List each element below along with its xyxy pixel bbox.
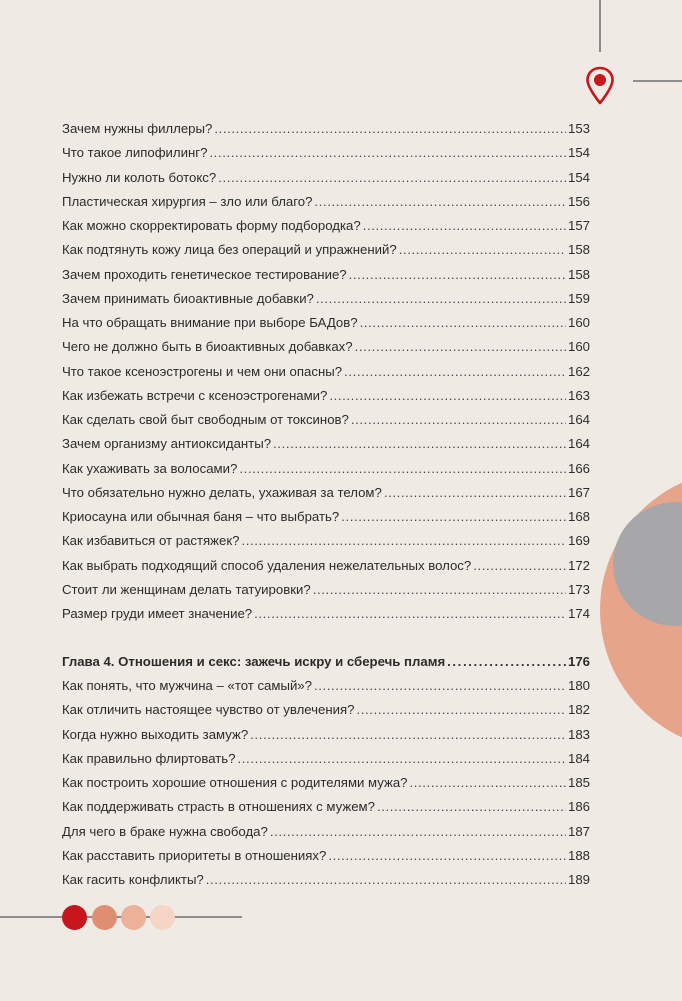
- toc-entry: [62, 267, 590, 283]
- toc-entry-title: Чего не должно быть в биоактивных добавках?: [62, 339, 353, 355]
- toc-entry-title: Как можно скорректировать форму подбородка?: [62, 218, 361, 233]
- toc-entry: [62, 702, 590, 718]
- dot-leader: [351, 412, 566, 428]
- dot-leader: [206, 872, 566, 888]
- toc-entry-title: Стоит ли женщинам делать татуировки?: [62, 581, 311, 597]
- dot-leader: [314, 678, 566, 694]
- toc-entry-page: 164: [567, 412, 590, 427]
- top-vertical-rule: [599, 0, 601, 52]
- toc-entry-page: 183: [567, 726, 590, 742]
- dot-leader: [254, 606, 566, 622]
- toc-entry-page: 185: [567, 775, 590, 790]
- toc-entry-page: 182: [567, 702, 590, 718]
- dot-leader: [241, 533, 566, 549]
- toc-entry: [62, 485, 590, 501]
- toc-entry-title: Что такое ксеноэстрогены и чем они опасны?: [62, 363, 343, 379]
- toc-chapter-heading: [62, 654, 590, 670]
- toc-entry-page: 174: [567, 606, 590, 621]
- toc-entry-title: Когда нужно выходить замуж?: [62, 726, 249, 742]
- toc-entry-title: Как выбрать подходящий способ удаления нежелательных волос?: [62, 557, 472, 573]
- toc-entry: [62, 533, 590, 549]
- toc-entry: [62, 315, 590, 331]
- toc-entry-title: Как сделать свой быт свободным от токсинов?: [62, 412, 349, 427]
- toc-entry: [62, 194, 590, 210]
- toc-entry-title: Как построить хорошие отношения с родителями мужа?: [62, 775, 408, 790]
- toc-entry-title: Криосауна или обычная баня – что выбрать?: [62, 509, 340, 524]
- toc-entry-title: Как избежать встречи с ксеноэстрогенами?: [62, 387, 328, 403]
- toc-entry: [62, 388, 590, 404]
- toc-entry: [62, 606, 590, 622]
- toc-entry-page: 154: [567, 145, 590, 161]
- map-pin-icon: [585, 66, 615, 106]
- toc-entry-title: Размер груди имеет значение?: [62, 606, 253, 621]
- progress-dot-4: [150, 905, 175, 930]
- toc-entry-page: 163: [567, 387, 590, 403]
- toc-entry: [62, 751, 590, 767]
- dot-leader: [363, 218, 566, 234]
- dot-leader: [377, 799, 566, 815]
- dot-leader: [341, 509, 566, 525]
- toc-entry-page: 188: [567, 847, 590, 863]
- toc-entry: [62, 872, 590, 888]
- toc-entry: [62, 558, 590, 574]
- toc-entry-page: 160: [567, 315, 590, 330]
- progress-dot-2: [92, 905, 117, 930]
- toc-entry-page: 166: [567, 460, 590, 476]
- dot-leader: [316, 291, 566, 307]
- toc-entry: [62, 582, 590, 598]
- toc-entry-title: Зачем организму антиоксиданты?: [62, 436, 272, 452]
- dot-leader: [239, 461, 566, 477]
- toc-entry-title: Нужно ли колоть ботокс?: [62, 169, 217, 185]
- toc-entry-page: 189: [567, 872, 590, 887]
- progress-dot-3: [121, 905, 146, 930]
- dot-leader: [314, 194, 566, 210]
- dot-leader: [410, 775, 566, 791]
- toc-entry: [62, 218, 590, 234]
- toc-entry-title: Как поддерживать страсть в отношениях с мужем?: [62, 799, 375, 815]
- dot-leader: [270, 824, 566, 840]
- toc-entry-title: Что обязательно нужно делать, ухаживая за телом?: [62, 484, 382, 500]
- toc-entry-page: 187: [567, 823, 590, 839]
- toc-entry-page: 158: [567, 266, 590, 282]
- toc-entry-title: Как избавиться от растяжек?: [62, 533, 240, 549]
- toc-entry-title: Как подтянуть кожу лица без операций и упражнений?: [62, 242, 397, 258]
- toc-entry-page: 156: [567, 193, 590, 209]
- toc-entry: [62, 291, 590, 307]
- toc-entry-page: 184: [567, 750, 590, 766]
- toc-entry-page: 167: [567, 484, 590, 500]
- toc-entry: [62, 364, 590, 380]
- dot-leader: [238, 751, 566, 767]
- toc-entry-page: 157: [567, 218, 590, 233]
- dot-leader: [344, 364, 566, 380]
- dot-leader: [349, 267, 566, 283]
- toc-entry-title: На что обращать внимание при выборе БАДов?: [62, 315, 358, 330]
- toc-entry-title: Зачем нужны филлеры?: [62, 121, 213, 136]
- toc-entry-page: 176: [567, 654, 590, 669]
- dot-leader: [355, 339, 566, 355]
- toc-entry-page: 180: [567, 678, 590, 693]
- dot-leader: [273, 436, 566, 452]
- toc-entry-title: Для чего в браке нужна свобода?: [62, 823, 268, 839]
- toc-entry-page: 186: [567, 799, 590, 815]
- toc-entry-title: Как правильно флиртовать?: [62, 750, 236, 766]
- dot-leader: [313, 582, 566, 598]
- toc-entry: [62, 170, 590, 186]
- toc-entry: [62, 848, 590, 864]
- toc-entry-page: 173: [567, 581, 590, 597]
- progress-dot-1: [62, 905, 87, 930]
- dot-leader: [218, 170, 566, 186]
- toc-entry: [62, 145, 590, 161]
- toc-entry: [62, 799, 590, 815]
- toc-entry-title: Зачем принимать биоактивные добавки?: [62, 290, 314, 306]
- toc-entry: [62, 242, 590, 258]
- toc-entry-title: Что такое липофилинг?: [62, 145, 208, 161]
- toc-entry: [62, 461, 590, 477]
- toc-entry: [62, 509, 590, 525]
- toc-entry-page: 154: [567, 169, 590, 185]
- toc-entry-page: 153: [567, 121, 590, 136]
- dot-leader: [399, 242, 566, 258]
- decorative-circles: [596, 470, 682, 750]
- toc-entry-title: Как гасить конфликты?: [62, 872, 204, 887]
- toc-entry-page: 164: [567, 436, 590, 452]
- toc-entry: [62, 678, 590, 694]
- toc-entry-title: Как понять, что мужчина – «тот самый»?: [62, 678, 312, 693]
- toc-entry-title: Как ухаживать за волосами?: [62, 460, 238, 476]
- toc-entry-title: Пластическая хирургия – зло или благо?: [62, 193, 313, 209]
- toc-entry-page: 168: [567, 509, 590, 524]
- dot-leader: [209, 145, 566, 161]
- toc-entry: [62, 727, 590, 743]
- dot-leader: [357, 702, 566, 718]
- dot-leader: [329, 388, 566, 404]
- toc-entry: [62, 121, 590, 137]
- toc-entry-page: 159: [567, 290, 590, 306]
- dot-leader: [360, 315, 566, 331]
- toc-entry: [62, 436, 590, 452]
- toc-entry-title: Зачем проходить генетическое тестирование?: [62, 266, 347, 282]
- toc-entry-title: Глава 4. Отношения и секс: зажечь искру и сберечь пламя: [62, 654, 446, 669]
- dot-leader: [384, 485, 566, 501]
- toc-entry-page: 162: [567, 363, 590, 379]
- toc-entry-title: Как отличить настоящее чувство от увлечения?: [62, 702, 355, 718]
- dot-leader: [214, 121, 566, 137]
- toc-entry: [62, 824, 590, 840]
- toc-entry: [62, 775, 590, 791]
- dot-leader: [250, 727, 566, 743]
- toc-entry-page: 158: [567, 242, 590, 258]
- toc-entry-page: 160: [567, 339, 590, 355]
- dot-leader: [473, 558, 566, 574]
- toc-entry-title: Как расставить приоритеты в отношениях?: [62, 847, 327, 863]
- toc-entry: [62, 412, 590, 428]
- top-horizontal-rule: [633, 80, 682, 82]
- dot-leader: [328, 848, 566, 864]
- dot-leader: [447, 654, 566, 670]
- toc-entry: [62, 339, 590, 355]
- toc-entry-page: 169: [567, 533, 590, 549]
- toc-entry-page: 172: [567, 557, 590, 573]
